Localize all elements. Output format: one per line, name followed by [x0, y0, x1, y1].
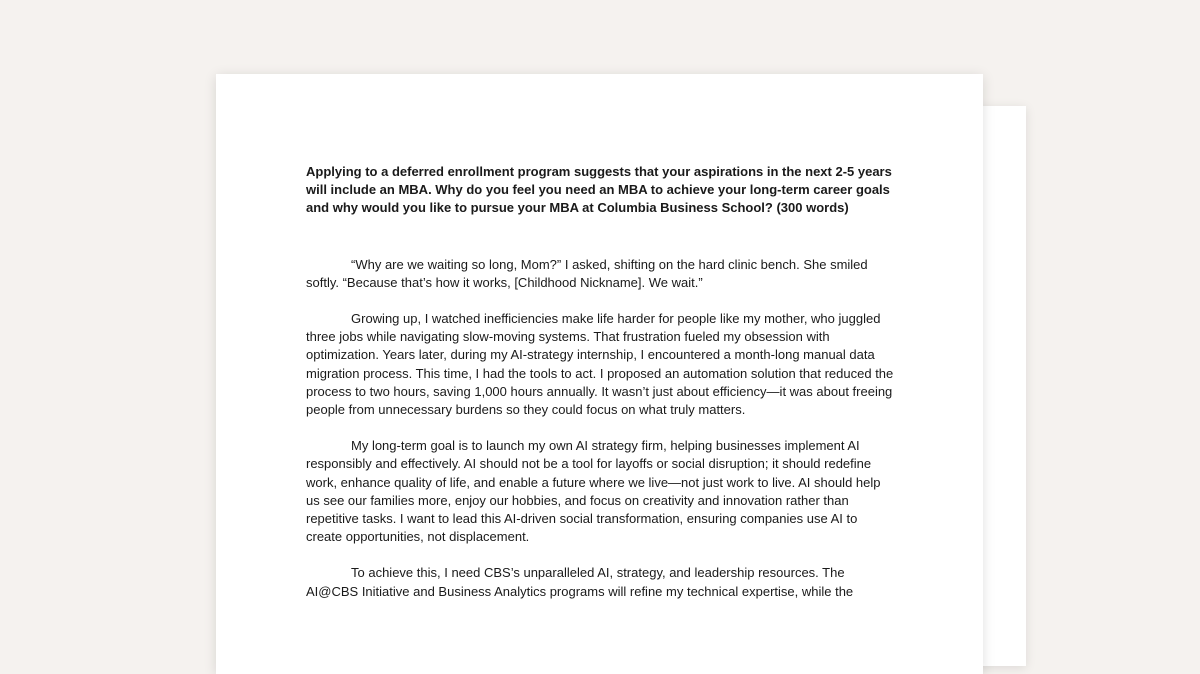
document-content: [306, 163, 896, 619]
essay-prompt: Applying to a deferred enrollment program suggests that your aspirations in the next 2-5 years will include an MBA. Why do you feel you need an MBA to achieve your long-term career goals and why would you like to pursue your MBA at Columbia Business School? (300 words): [306, 164, 892, 216]
essay-paragraph: To achieve this, I need CBS’s unparalleled AI, strategy, and leadership resources. The AI@CBS Initiative and Business Analytics programs will refine my technical expertise, while the: [306, 565, 854, 599]
essay-paragraph: My long-term goal is to launch my own AI strategy firm, helping businesses implement AI responsibly and effectively. AI should not be a tool for layoffs or social disruption; it should redefine work, enhance quality of life, and enable a future where we live—not just work to live. AI should help us see our families more, enjoy our hobbies, and focus on creativity and innovation rather than repetitive tasks. I want to lead this AI-driven social transformation, ensuring companies use AI to create opportunities, not displacement.: [306, 438, 881, 545]
essay-paragraph: Growing up, I watched inefficiencies make life harder for people like my mother, who juggled three jobs while navigating slow-moving systems. That frustration fueled my obsession with optimization. Years later, during my AI-strategy internship, I encountered a month-long manual data migration process. This time, I had the tools to act. I proposed an automation solution that reduced the process to two hours, saving 1,000 hours annually. It wasn’t just about efficiency—it was about freeing people from unnecessary burdens so they could focus on what truly matters.: [306, 311, 894, 418]
document-page: [216, 74, 983, 674]
essay-paragraph: “Why are we waiting so long, Mom?” I asked, shifting on the hard clinic bench. She smiled softly. “Because that’s how it works, [Childhood Nickname]. We wait.”: [306, 256, 868, 290]
